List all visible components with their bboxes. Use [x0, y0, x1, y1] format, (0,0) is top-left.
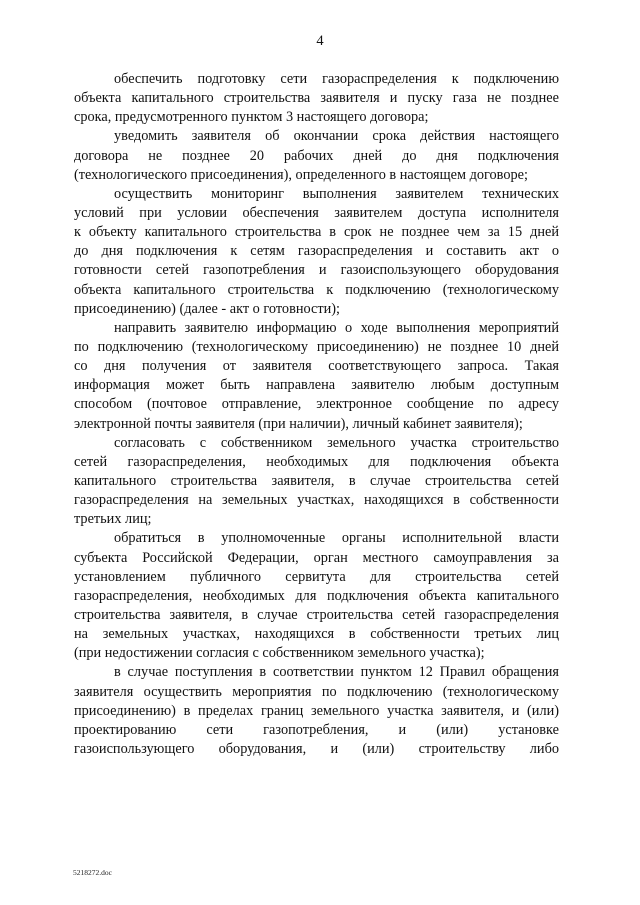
text-line: к объекту капитального строительства в срок не позднее чем за 15 дней — [74, 224, 559, 241]
text-line: готовности сетей газопотребления и газоиспользующего оборудования — [74, 262, 559, 279]
text-line: обратиться в уполномоченные органы исполнительной власти — [114, 530, 559, 547]
text-line: обеспечить подготовку сети газораспределения к подключению — [114, 71, 559, 87]
text-line: сетей газораспределения, необходимых для подключения объекта — [74, 453, 559, 470]
paragraph — [74, 529, 559, 663]
text-line: газоиспользующего оборудования, и (или) строительству либо — [74, 740, 559, 757]
text-line: информация может быть направлена заявителю любым доступным — [74, 377, 559, 394]
text-line: уведомить заявителя об окончании срока действия настоящего — [114, 128, 559, 145]
text-line: газораспределения на земельных участках, находящихся в собственности — [74, 492, 559, 509]
text-line: срока, предусмотренного пунктом 3 настоящего договора; — [74, 109, 429, 126]
text-line: договора не позднее 20 рабочих дней до дня подключения — [74, 147, 559, 164]
text-line: направить заявителю информацию о ходе выполнения мероприятий — [114, 319, 559, 336]
text-line: (технологического присоединения), определенного в настоящем договоре; — [74, 166, 528, 183]
page-number: 4 — [316, 33, 324, 49]
text-line: присоединению) (далее - акт о готовности); — [74, 300, 340, 317]
text-line: по подключению (технологическому присоединению) не позднее 10 дней — [74, 338, 559, 355]
document-body — [74, 70, 559, 759]
text-line: объекта капитального строительства к подключению (технологическому — [74, 281, 559, 298]
paragraph — [74, 127, 559, 184]
text-line: на земельных участках, находящихся в собственности третьих лиц — [74, 626, 559, 643]
text-line: условий при условии обеспечения заявителем доступа исполнителя — [74, 204, 559, 221]
text-line: до дня подключения к сетям газораспределения и составить акт о — [74, 243, 559, 260]
footer-filename: 5218272.doc — [73, 868, 112, 877]
text-line: установлением публичного сервитута для строительства сетей — [74, 568, 559, 585]
paragraph — [74, 319, 559, 434]
text-line: газораспределения, необходимых для подключения объекта капитального — [74, 587, 559, 604]
paragraph — [74, 185, 559, 319]
paragraph — [74, 434, 559, 530]
text-line: заявителя осуществить мероприятия по подключению (технологическому — [74, 683, 559, 700]
text-line: третьих лиц; — [74, 511, 152, 528]
text-line: осуществить мониторинг выполнения заявителем технических — [114, 185, 559, 202]
paragraph — [74, 663, 559, 759]
text-line: со дня получения от заявителя соответствующего запроса. Такая — [74, 358, 559, 375]
text-line: (при недостижении согласия с собственником земельного участка); — [74, 645, 485, 662]
text-line: в случае поступления в соответствии пунктом 12 Правил обращения — [114, 664, 559, 681]
text-line: электронной почты заявителя (при наличии), личный кабинет заявителя); — [74, 415, 523, 432]
text-line: субъекта Российской Федерации, орган местного самоуправления за — [74, 549, 559, 566]
text-line: капитального строительства заявителя, в случае строительства сетей — [74, 472, 559, 489]
text-line: способом (почтовое отправление, электронное сообщение по адресу — [74, 396, 559, 413]
text-line: объекта капитального строительства заявителя и пуску газа не позднее — [74, 90, 559, 107]
text-line: согласовать с собственником земельного участка строительство — [114, 434, 559, 451]
text-line: проектированию сети газопотребления, и (или) установке — [74, 721, 559, 738]
text-line: строительства заявителя, в случае строительства сетей газораспределения — [74, 606, 559, 623]
text-line: присоединению) в пределах границ земельного участка заявителя, и (или) — [74, 702, 559, 719]
paragraph — [74, 70, 559, 127]
